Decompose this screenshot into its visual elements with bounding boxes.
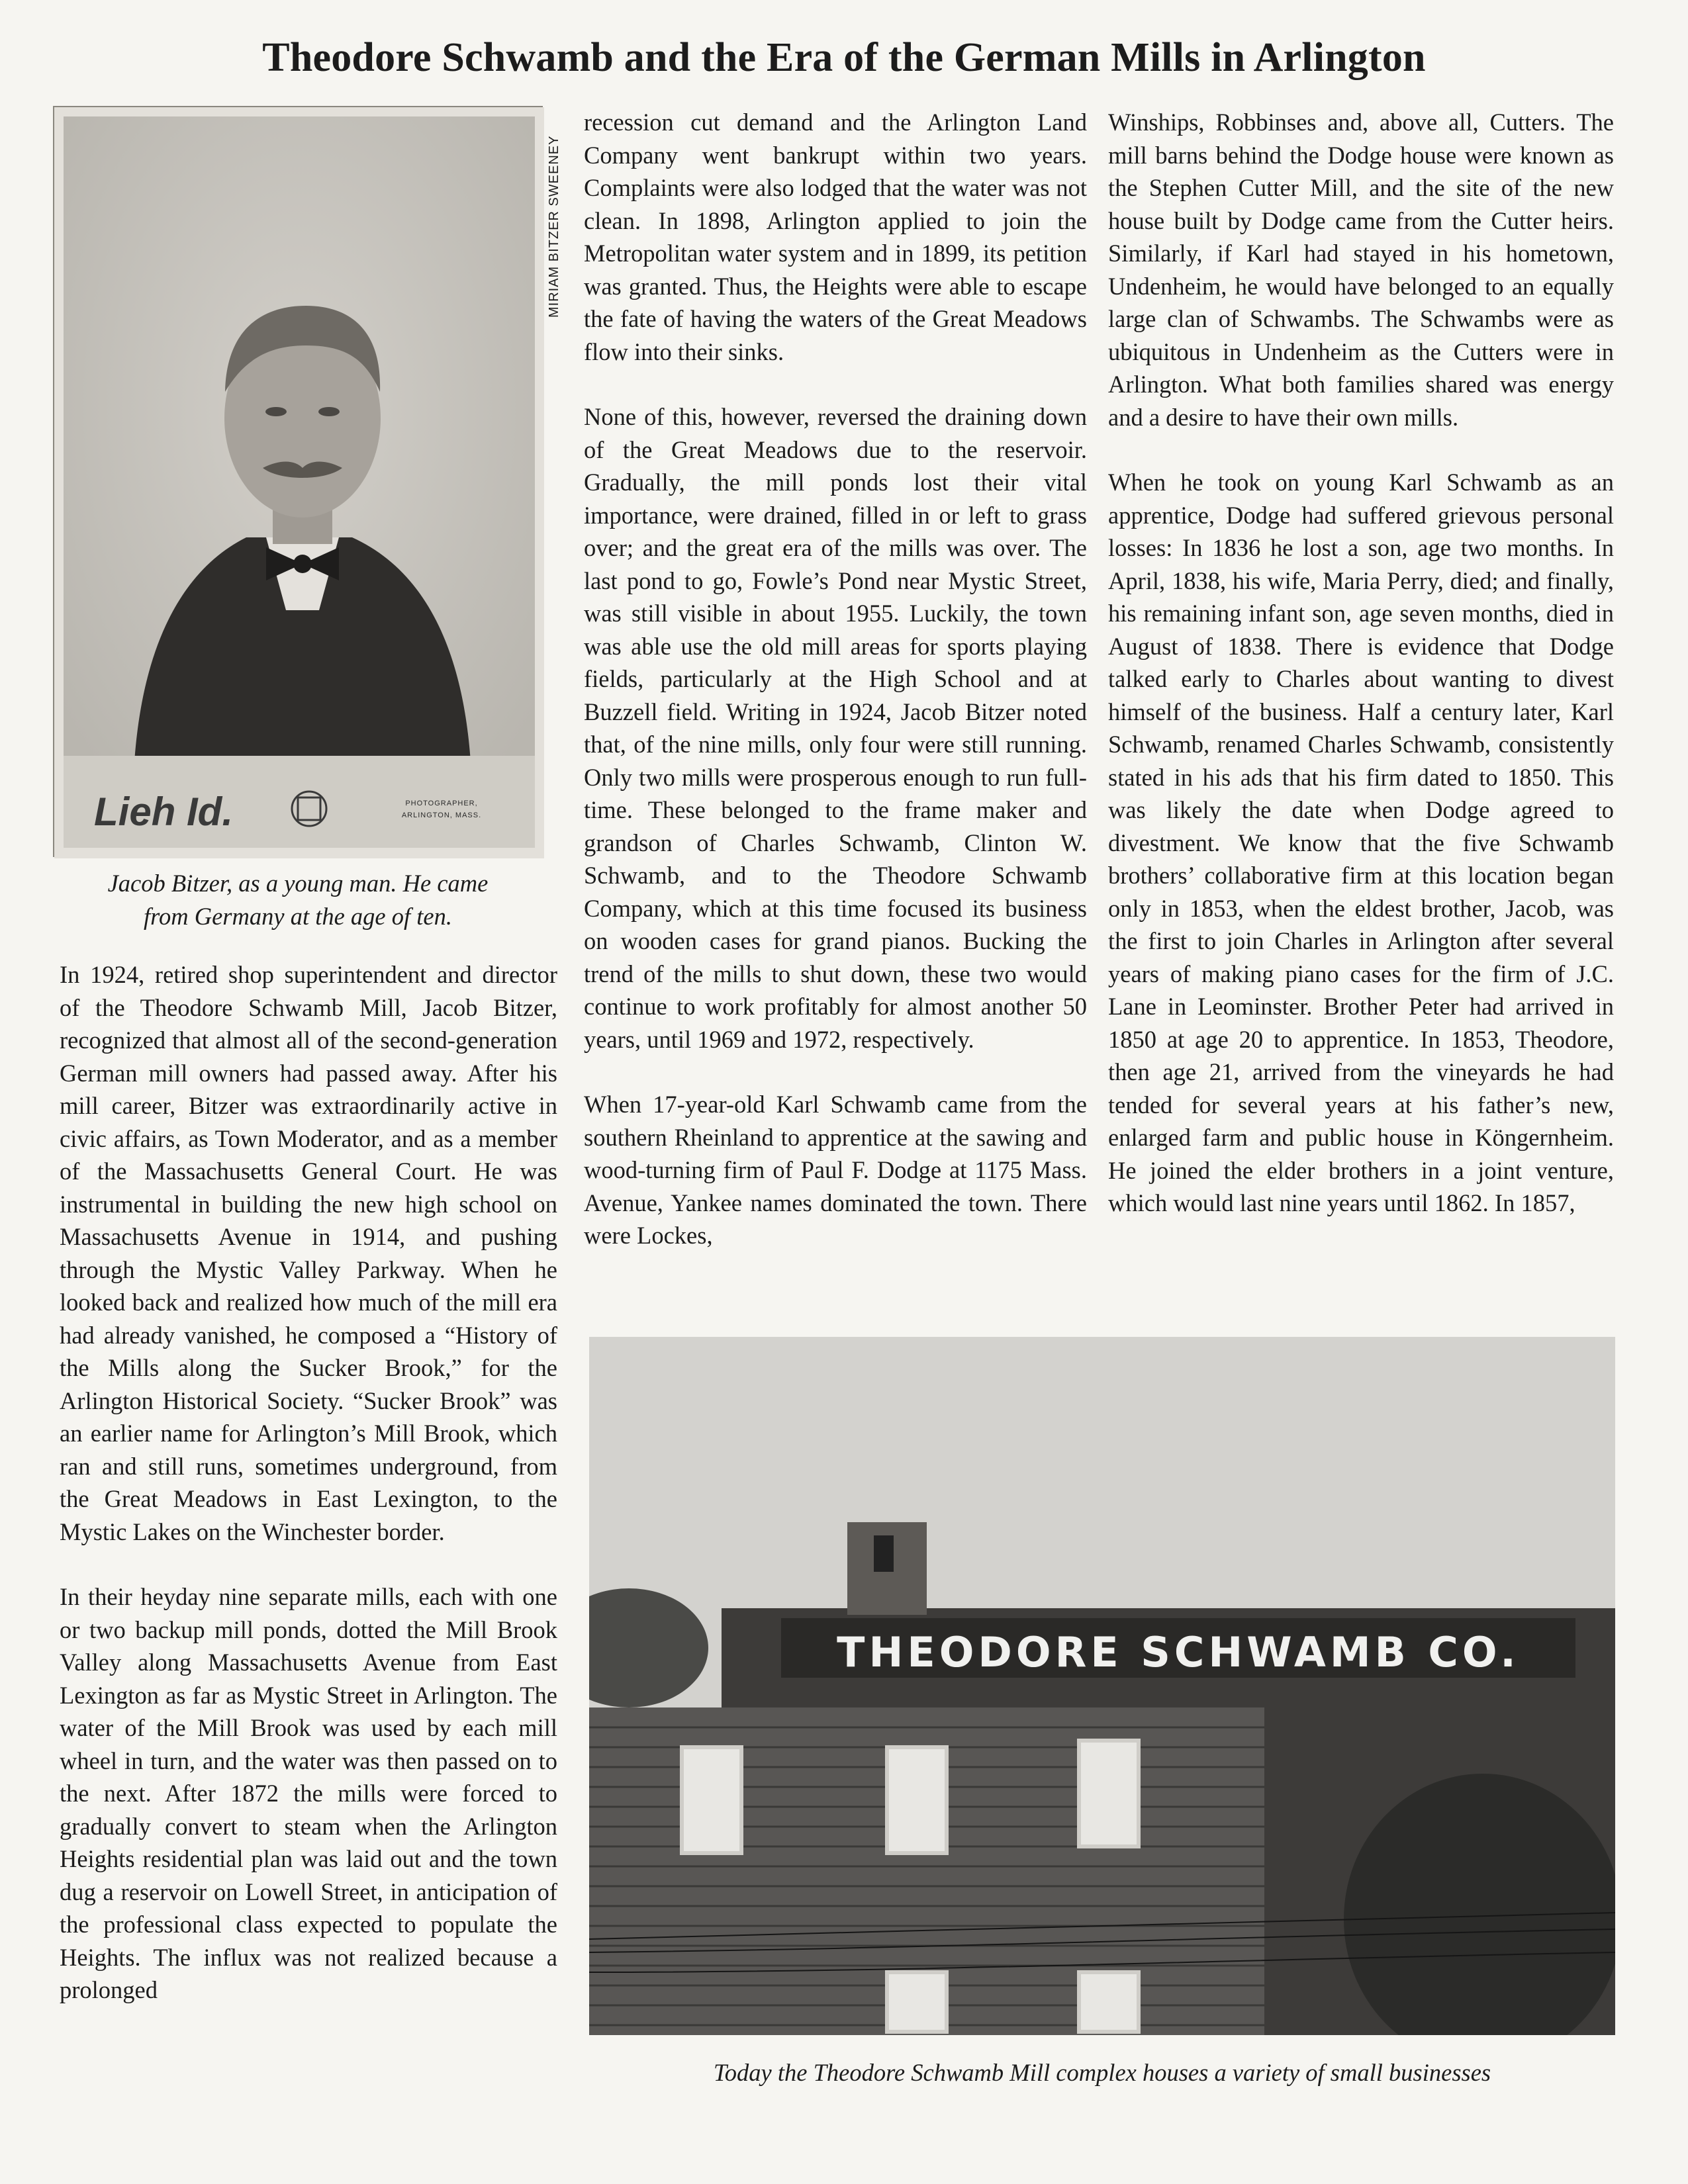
mill-photo-caption: Today the Theodore Schwamb Mill complex houses a variety of small businesses (713, 2059, 1491, 2086)
paragraph: recession cut demand and the Arlington Land Company went bankrupt within two years. Complaints were also lodged that the water was not clean. In 1898, Arlington applied to join the Metropolitan water system and in 1899, its petition was granted. Thus, the Heights were able to escape the fate of having the waters of the Great Meadows flow into their sinks. (584, 109, 1087, 365)
photo-credit (538, 113, 577, 324)
paragraph: When he took on young Karl Schwamb as an apprentice, Dodge had suffered grievous personal losses: In 1836 he lost a son, age two months. In April, 1838, his wife, Maria Perry, died; and finally, his remaining infant son, age seven months, died in August of 1838. There is evidence that Dodge talked early to Charles about wanting to divest himself of the business. Half a century later, Karl Schwamb, renamed Charles Schwamb, consistently stated in his ads that his firm dated to 1850. This was likely the date when Dodge agreed to divestment. We know that the five Schwamb brothers’ collaborative firm at this location began only in 1853, when the eldest brother, Jacob, was the first to join Charles in Arlington after several years of making piano cases for the firm of J.C. Lane in Leominster. Brother Peter had arrived in 1850 at age 20 to apprentice. In 1853, Theodore, then age 21, arrived from the vineyards he had tended for several years at his father’s new, enlarged farm and public house in Köngernheim. He joined the elder brothers in a joint venture, which would last nine years until 1862. In 1857, (1108, 469, 1614, 1216)
studio-line1: PHOTOGRAPHER, (405, 799, 478, 807)
photo-credit-text: MIRIAM BITZER SWEENEY (547, 135, 561, 318)
portrait-photo (53, 106, 543, 857)
article-column-3 (1108, 106, 1614, 1252)
article-column-1 (60, 958, 557, 2039)
mill-sign: THEODORE SCHWAMB CO. (837, 1628, 1520, 1676)
paragraph: In 1924, retired shop superintendent and director of the Theodore Schwamb Mill, Jacob Bitzer, recognized that almost all of the second-generation German mill owners had passed away. After his mill career, Bitzer was extraordinarily active in civic affairs, as Town Moderator, and as a member of the Massachusetts General Court. He was instrumental in building the new high school on Massachusetts Avenue in 1914, and pushing through the Mystic Valley Parkway. When he looked back and realized how much of the mill era had already vanished, he composed a “History of the Mills along the Sucker Brook,” for the Arlington Historical Society. “Sucker Brook” was an earlier name for Arlington’s Mill Brook, which ran and still runs, sometimes underground, from the Great Meadows in East Lexington, to the Mystic Lakes on the Winchester border. (60, 961, 557, 1545)
mill-photo (589, 1337, 1615, 2035)
article-column-2 (584, 106, 1087, 1285)
paragraph: None of this, however, reversed the draining down of the Great Meadows due to the reservoir. Gradually, the mill ponds lost their vital importance, were drained, filled in or left to grass over; and the great era of the mills was over. The last pond to go, Fowle’s Pond near Mystic Street, was still visible in about 1955. Luckily, the town was able use the old mill areas for sports playing fields, particularly at the High School and at Buzzell field. Writing in 1924, Jacob Bitzer noted that, of the nine mills, only four were still running. Only two mills were prosperous enough to run full-time. These belonged to the frame maker and grandson of Charles Schwamb, Clinton W. Schwamb, and to the Theodore Schwamb Company, which at this time focused its business on wooden cases for grand pianos. Bucking the trend of the mills to shut down, these two would continue to work profitably for almost another 50 years, until 1969 and 1972, respectively. (584, 403, 1087, 1053)
studio-line2: ARLINGTON, MASS. (401, 811, 482, 819)
paragraph: Winships, Robbinses and, above all, Cutters. The mill barns behind the Dodge house were known as the Stephen Cutter Mill, and the site of the new house built by Dodge came from the Cutter heirs. Similarly, if Karl had stayed in his hometown, Undenheim, he would have belonged to an equally large clan of Schwambs. The Schwambs were as ubiquitous in Undenheim as the Cutters were in Arlington. What both families shared was energy and a desire to have their own mills. (1108, 109, 1614, 431)
paragraph: In their heyday nine separate mills, each with one or two backup mill ponds, dotted the Mill Brook Valley along Massachusetts Avenue from East Lexington as far as Mystic Street in Arlington. The water of the Mill Brook was used by each mill wheel in turn, and the water was then passed on to the next. After 1872 the mills were forced to gradually convert to steam when the Arlington Heights residential plan was laid out and the town dug a reservoir on Lowell Street, in anticipation of the professional class expected to populate the Heights. The influx was not realized because a prolonged (60, 1583, 557, 2003)
signature: Lieh Id. (94, 790, 233, 834)
paragraph: When 17-year-old Karl Schwamb came from the southern Rheinland to apprentice at the sawing and wood-turning firm of Paul F. Dodge at 1175 Mass. Avenue, Yankee names dominated the town. There were Lockes, (584, 1091, 1087, 1249)
portrait-caption-line2: from Germany at the age of ten. (144, 903, 452, 930)
portrait-caption-line1: Jacob Bitzer, as a young man. He came (107, 870, 489, 897)
portrait-caption (53, 867, 543, 933)
page-title: Theodore Schwamb and the Era of the German Mills in Arlington (262, 35, 1426, 80)
